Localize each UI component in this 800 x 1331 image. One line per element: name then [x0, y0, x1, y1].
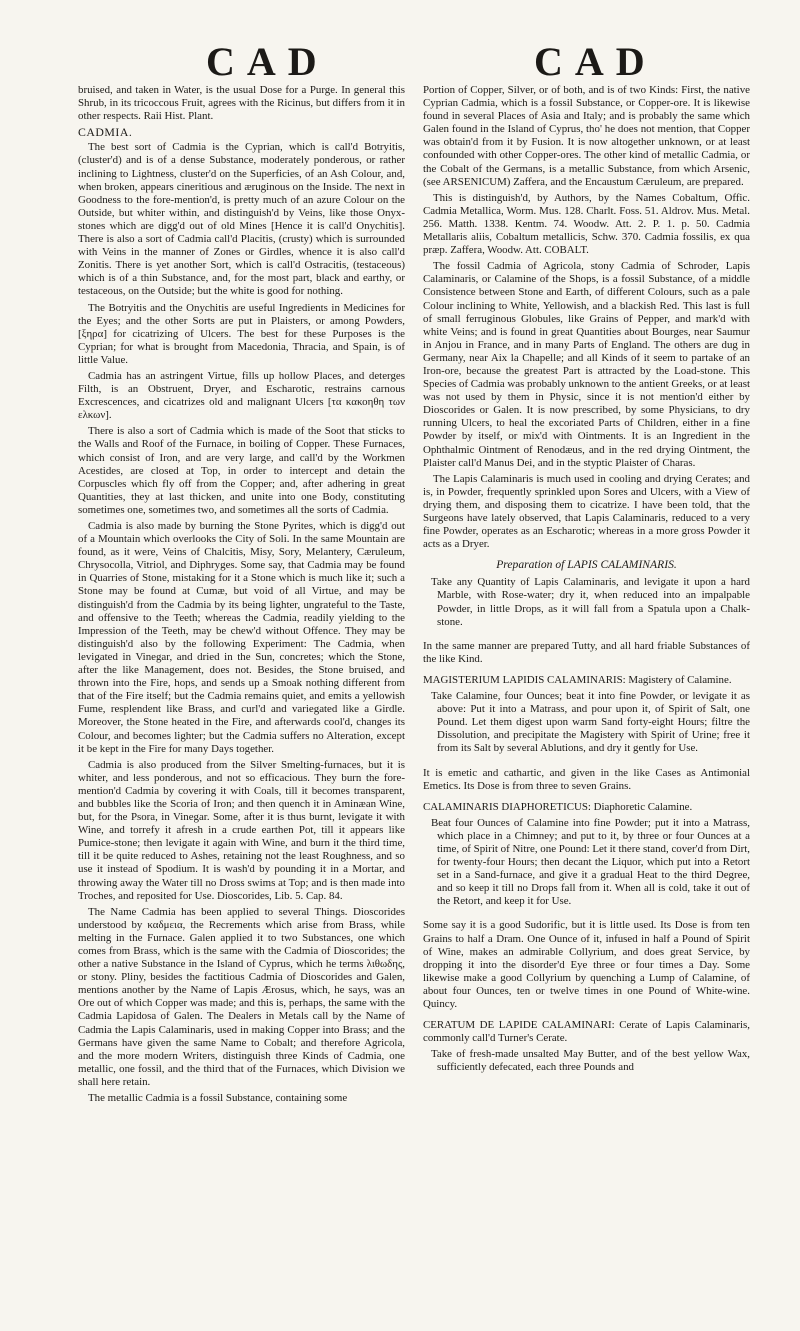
section-heading: MAGISTERIUM LAPIDIS CALAMINARIS: Magistery of Calamine. — [423, 673, 732, 686]
paragraph: This is distinguish'd, by Authors, by the Names Cobaltum, Offic. Cadmia Metallica, Worm. Mus. 128. Charlt. Foss. 51. Aldrov. Mus. Metal. 256. Matth. 1338. Kentm. 74. Woodw. Att. 2. P. 1. p. 50. Cadmia Metallaris aliis, Cobaltum metallicis, Schw. 370. Cadmia fossilis, ex qua præp. Zaffera, Woodw. Att. COBALT. — [423, 191, 750, 257]
paragraph: The metallic Cadmia is a fossil Substance, containing some — [88, 1092, 348, 1105]
paragraph: It is emetic and cathartic, and given in the like Cases as Antimonial Emetics. Its Dose is from three to seven Grains. — [423, 766, 750, 792]
recipe-paragraph: Beat four Ounces of Calamine into fine Powder; put it into a Matrass, which place in a Chimney; and put to it, by three or four Ounces at a time, of Spirit of Nitre, one Pound: Let it there stand, cover'd from Dirt, for twenty-four Hours; then decant the Liquor, which put into a Retort set in a Sand-furnace, and give it a gradual Heat to the third Degree, and so keep it till no Drops fall from it. When all is cold, take it out of the Retort, and keep it for Use. — [431, 816, 750, 908]
running-head-left: CAD — [206, 39, 329, 84]
paragraph: bruised, and taken in Water, is the usual Dose for a Purge. In general this Shrub, in its tricoccous Fruit, agrees with the Ricinus, but differs from it in other respects. Raii Hist. Plant. — [78, 84, 405, 123]
section-heading: CALAMINARIS DIAPHORETICUS: Diaphoretic Calamine. — [423, 800, 693, 813]
running-head-right: CAD — [534, 39, 657, 84]
paragraph: The Name Cadmia has been applied to several Things. Dioscorides understood by καδμεια, the Recrements which arise from Brass, while melting in the Furnace. Galen applied it to two Substances, one which comes from Brass, which is the same with the Cadmia of Dioscorides; the other a native Substance in the Island of Cyprus, which he terms λιθωδης, or stony. Pliny, besides the factitious Cadmia of Dioscorides and Galen, mentions another by the Name of Lapis Ærosus, which, he says, was an Ore out of which Copper was made; and this is, perhaps, the same with the Cadmia Lapidosa of Galen. The Dealers in Metals call by the Name of Cadmia the Lapis Calaminaris, used in making Copper into Brass; and the Germans have given the same Name to Cobalt; and therefore Agricola, and the more modern Writers, distinguish three Kinds of Cadmia, one metallic, one fossil, and the third that of the Furnaces, which Division we shall here retain. — [78, 905, 405, 1088]
paragraph-gap — [423, 911, 750, 919]
section-heading: CERATUM DE LAPIDE CALAMINARI: Cerate of Lapis Calaminaris, commonly call'd Turner's Cerate. — [423, 1019, 750, 1045]
paragraph: Portion of Copper, Silver, or of both, and is of two Kinds: First, the native Cyprian Cadmia, which is a fossil Substance, or Copper-ore. It is likewise found in several Places of Asia and Italy; and is probably the same which Galen found in the Island of Cyprus, tho' he does not mention, that Copper was obtain'd from it by Fusion. It is now altogether unknown, or at least confounded with other Copper-ores. The other kind of metallic Cadmia, or the Cobalt of the Germans, is a metallic Substance, from which Arsenic, (see ARSENICUM) Zaffera, and the Encaustum Cæruleum, are prepared. — [423, 84, 750, 188]
paragraph: In the same manner are prepared Tutty, and all hard friable Substances of the like Kind. — [423, 639, 750, 665]
paragraph: There is also a sort of Cadmia which is made of the Soot that sticks to the Walls and Roof of the Furnace, in boiling of Copper. These Furnaces, which consist of Iron, and are very large, and call'd by the Workmen Acestides, are closed at Top, in order to intercept and detain the Corpuscles which fly off from the Copper; and, after adhering in great Quantities, they at last thicken, and unite into one Body, constituting sometimes one, sometimes two, and sometimes all the sorts of Cadmia. — [78, 425, 405, 516]
paragraph: Some say it is a good Sudorific, but it is little used. Its Dose is from ten Grains to half a Dram. One Ounce of it, infused in half a Pound of Spirit of Wine, makes an admirable Collyrium, and does great Service, by dropping it into the disorder'd Eye three or four times a Day. Some likewise make a good Collyrium by quenching a Lump of Calamine, of about four Ounces, ten or twelve times in one Pound of White-wine. Quincy. — [423, 919, 750, 1010]
paragraph: The best sort of Cadmia is the Cyprian, which is call'd Botryitis, (cluster'd) and is of a dense Substance, moderately ponderous, or rather inclining to Lightness, cluster'd on the Superficies, of an Ash Colour, and, when broken, appears cineritious and æruginous on the Inside. The next in Goodness to the fore-mention'd, is pretty much of an azure Colour on the Outside, but whiter within, and distinguish'd by Veins, like those Onyx-stones which are digg'd out of old Mines [Hence it is call'd Onychitis]. There is also a sort of Cadmia call'd Placitis, (crusty) which is surrounded with Veins in the manner of Zones or Girdles, whence it is also call'd Zonitis. There is yet another Sort, which is call'd Ostracitis, (testaceous) which is of a thin Substance, and, for the most part, black and earthy, or testaceous, on the Outside; but the white is good for nothing. — [78, 141, 405, 298]
paragraph-gap — [423, 632, 750, 640]
article-title: CADMIA. — [78, 125, 133, 140]
left-column — [78, 84, 405, 1324]
paragraph: The Botryitis and the Onychitis are useful Ingredients in Medicines for the Eyes; and the other Sorts are put in Plaisters, or among Powders, [ξηρα] for cicatrizing of Ulcers. The best for these Purposes is the Cyprian; for what is brought from Macedonia, Thracia, and Spain, is of little Value. — [78, 301, 405, 366]
running-heads — [78, 0, 750, 84]
paragraph: The Lapis Calaminaris is much used in cooling and drying Cerates; and is, in Powder, frequently sprinkled upon Sores and Ulcers, with a View of drying them, and disposing them to cicatrize. I have been told, that the Surgeons have lately observed, that Lapis Calaminaris, reduced to a very fine Powder, operates as an Escharotic; whereas in a more gross Powder it acts as a Dryer. — [423, 472, 750, 551]
paragraph-gap — [423, 759, 750, 767]
paragraph: Cadmia is also made by burning the Stone Pyrites, which is digg'd out of a Mountain which overlooks the City of Soli. In the same Mountain are found, as it were, Veins of Chalcitis, Misy, Sory, Melantery, Cæruleum, Chrysocolla, Vitriol, and Diphryges. Some say, that Cadmia may be found in Quarries of Stone, mistaking for it a Stone which is much like it; such a Stone may be found at Cumæ, but void of all Virtue, and may be distinguish'd from the Cadmia by its being lighter, ungrateful to the Taste, and offensive to the Teeth; whereas the Cadmia, readily yielding to the Impression of the Teeth, may be chew'd without Offence. They may be distinguish'd also by the following Experiment: The Cadmia, when levigated in Vinegar, and dried in the Sun, concretes; which the Stone, after the like Management, does not. Besides, the Stone bruised, and thrown into the Fire, hops, and sends up a Smoak nothing different from that of the Fire itself; but the Cadmia remains quiet, and emits a yellowish Fume, resplendent like Brass, and curl'd and variegated like a Girdle. Moreover, the Stone heated in the Fire, and afterwards cool'd, changes its Colour, and becomes lighter; but the Cadmia suffers no Alteration, except it be kept in the Fire for many Days together. — [78, 520, 405, 755]
paragraph: Cadmia has an astringent Virtue, fills up hollow Places, and deterges Filth, is an Obstruent, Dryer, and Escharotic, restrains carnous Excrescences, and cicatrizes old and malignant Ulcers [τα κακοηθη των ελκων]. — [78, 369, 405, 422]
text-columns — [78, 84, 750, 1324]
section-subheading: Preparation of LAPIS CALAMINARIS. — [496, 558, 677, 572]
paragraph: The fossil Cadmia of Agricola, stony Cadmia of Schroder, Lapis Calaminaris, or Calamine of the Shops, is a fossil Substance, of a middle Consistence between Stone and Earth, of different Colours, such as a pale Colour inclining to White, Yellowish, and a blackish Red. This last is full of small ferruginous Globules, like Grains of Pepper, and mark'd with white Veins; and is found in great Quantities about Bourges, near Saumur in Anjou in France, and in many Parts of England. The others are dug in Germany, near Aix la Chapelle; and all Kinds of it seem to partake of an Iron-ore, because the greatest Part is attracted by the Load-stone. This Species of Cadmia was probably unknown to the antient Greeks, or at least was not used by them in Physic, since it is not mention'd either by Dioscorides or Galen. It is now prescribed, by some Physicians, to dry running Ulcers, to heal the excoriated Parts of Children, either in a fine Powder by itself, or mix'd with Ointments. It is an Ingredient in the Ophthalmic Ointment of Renodæus, and in the red drying Ointment, the Plaister call'd Manus Dei, and in the styptic Plaister of Charas. — [423, 260, 750, 469]
right-column — [423, 84, 750, 1324]
recipe-paragraph: Take Calamine, four Ounces; beat it into fine Powder, or levigate it as above: Put it into a Matrass, and pour upon it, of Spirit of Salt, one Pound. Let them digest upon warm Sand forty-eight Hours; filtre the Dissolution, and precipitate the Magistery with Spirit of Urine; free it from its Salt by several Ablutions, and dry it gently for Use. — [431, 690, 750, 755]
paragraph: Cadmia is also produced from the Silver Smelting-furnaces, but it is whiter, and less ponderous, and not so efficacious. They burn the fore-mention'd Cadmia by covering it with Coals, till it becomes transparent, and bubbles like the Scoria of Iron; and then quench it in Aminæan Wine, but, for the Psora, in Vinegar. Some, after it is thus burnt, levigate it with Wine, and torrefy it afresh in a crude earthen Pot, till it appears like Pumice-stone; then levigate it again with Wine, and burn it the third time, till it be quite reduced to Ashes, retaining not the least Roughness, and so use it instead of Spodium. It is wash'd by pounding it in a Mortar, and throwing away the Water till no Dross swims at Top; and is then made into Troches, and reposited for Use. Dioscorides, Lib. 5. Cap. 84. — [78, 758, 405, 902]
recipe-paragraph: Take of fresh-made unsalted May Butter, and of the best yellow Wax, sufficiently defecated, each three Pounds and — [431, 1048, 750, 1074]
recipe-paragraph: Take any Quantity of Lapis Calaminaris, and levigate it upon a hard Marble, with Rose-water; dry it, when reduced into an impalpable Powder, in little Drops, as it will fall from a Spatula upon a Chalk-stone. — [431, 576, 750, 628]
